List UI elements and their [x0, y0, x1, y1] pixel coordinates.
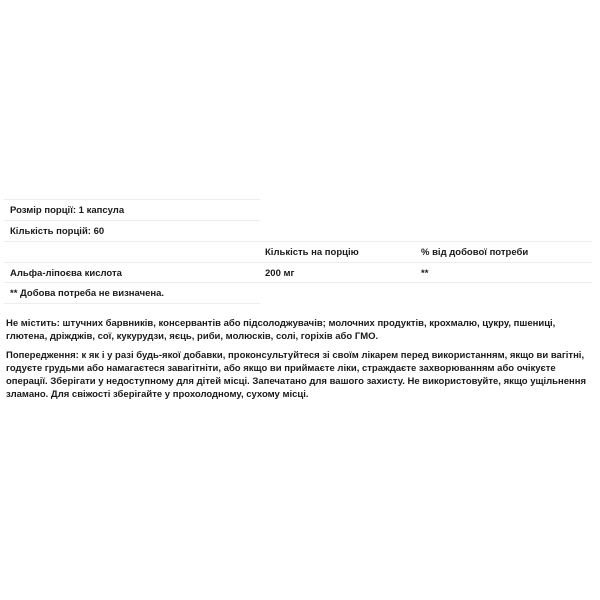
ingredient-name: Альфа-ліпоєва кислота	[10, 268, 122, 279]
footnote: ** Добова потреба не визначена.	[10, 288, 165, 299]
header-daily-value: % від добової потреби	[421, 247, 529, 258]
header-amount-per-serving: Кількість на порцію	[265, 247, 359, 258]
ingredient-daily-value: **	[421, 268, 429, 279]
warning-statement	[6, 349, 591, 401]
ingredient-amount: 200 мг	[265, 268, 295, 279]
footnote-row	[4, 283, 260, 304]
servings-per-container: Кількість порцій: 60	[10, 226, 105, 237]
warning-line: зламано. Для свіжості зберігайте у прохолодному, сухому місці.	[6, 389, 309, 400]
table-header-row	[4, 241, 592, 262]
warning-line: годуєте грудьми або намагаєтеся завагітніти, або якщо ви приймаєте ліки, страждаєте захворюванням або очікуєте	[6, 363, 556, 374]
supplement-facts-table	[4, 199, 592, 304]
free-of-statement	[6, 317, 591, 343]
table-row	[4, 262, 592, 283]
serving-size-row	[4, 199, 260, 220]
free-of-line: глютена, дріжджів, сої, кукурудзи, яєць, риби, молюсків, солі, горіхів або ГМО.	[6, 331, 379, 342]
warning-line: операції. Зберігати у недоступному для дітей місці. Запечатано для вашого захисту. Не використовуйте, якщо ущільнення	[6, 376, 587, 387]
free-of-line: Не містить: штучних барвників, консервантів або підсолоджувачів; молочних продуктів, крохмалю, цукру, пшениці,	[6, 318, 556, 329]
warning-line: Попередження: к як і у разі будь-якої добавки, проконсультуйтеся зі своїм лікарем перед використанням, якщо ви вагітні,	[6, 350, 585, 361]
servings-per-container-row	[4, 220, 260, 241]
serving-size: Розмір порції: 1 капсула	[10, 205, 125, 216]
